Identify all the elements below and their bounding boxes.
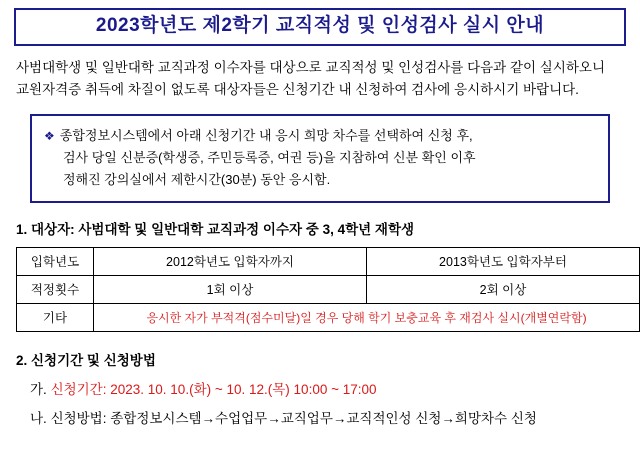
table-row [17,247,640,275]
diamond-bullet-icon: ❖ [44,128,55,143]
application-period-label: 신청기간: [50,381,107,397]
notice-box [30,114,610,203]
title-banner [14,8,626,46]
table-cell-count-until-2012: 1회 이상 [94,275,367,303]
intro-paragraph [16,57,624,101]
table-cell-count-label: 적정횟수 [17,275,94,303]
application-method-label: 신청방법: [50,410,107,426]
table-row [17,303,640,331]
table-cell-etc-label: 기타 [17,303,94,331]
notice-text-1: 종합정보시스템에서 아래 신청기간 내 응시 희망 차수를 선택하여 신청 후, [59,127,473,143]
document-page [0,8,640,469]
table-cell-admission-until-2012: 2012학년도 입학자까지 [94,247,367,275]
notice-line-2: 검사 당일 신분증(학생증, 주민등록증, 여권 등)을 지참하여 신분 확인 이후 [63,149,476,165]
target-table [16,247,640,332]
intro-line-1: 사범대학생 및 일반대학 교직과정 이수자를 대상으로 교직적성 및 인성검사를 다음과 같이 실시하오니 [16,59,605,75]
item-prefix-na: 나. [30,410,47,426]
intro-line-2: 교원자격증 취득에 차질이 없도록 대상자들은 신청기간 내 신청하여 검사에 응시하시기 바랍니다. [16,81,579,97]
section-2-heading: 2. 신청기간 및 신청방법 [16,352,156,368]
table-cell-etc-value: 응시한 자가 부적격(점수미달)일 경우 당해 학기 보충교육 후 재검사 실시(개별연락함) [94,303,640,331]
notice-line-1 [44,125,598,147]
page-title: 2023학년도 제2학기 교직적성 및 인성검사 실시 안내 [95,15,545,36]
application-period-line [30,378,626,398]
table-cell-admission-from-2013: 2013학년도 입학자부터 [367,247,640,275]
table-cell-count-from-2013: 2회 이상 [367,275,640,303]
application-method-value: 종합정보시스템→수업업무→교직업무→교직적인성 신청→희망차수 신청 [110,410,537,426]
application-period-value: 2023. 10. 10.(화) ~ 10. 12.(목) 10:00 ~ 17:00 [110,381,377,397]
notice-line-3: 정해진 강의실에서 제한시간(30분) 동안 응시함. [63,172,331,188]
table-row [17,275,640,303]
item-prefix-ga: 가. [30,381,47,397]
table-cell-admission-year-label: 입학년도 [17,247,94,275]
section-1-heading: 1. 대상자: 사범대학 및 일반대학 교직과정 이수자 중 3, 4학년 재학생 [16,221,415,237]
application-method-line [30,407,626,427]
